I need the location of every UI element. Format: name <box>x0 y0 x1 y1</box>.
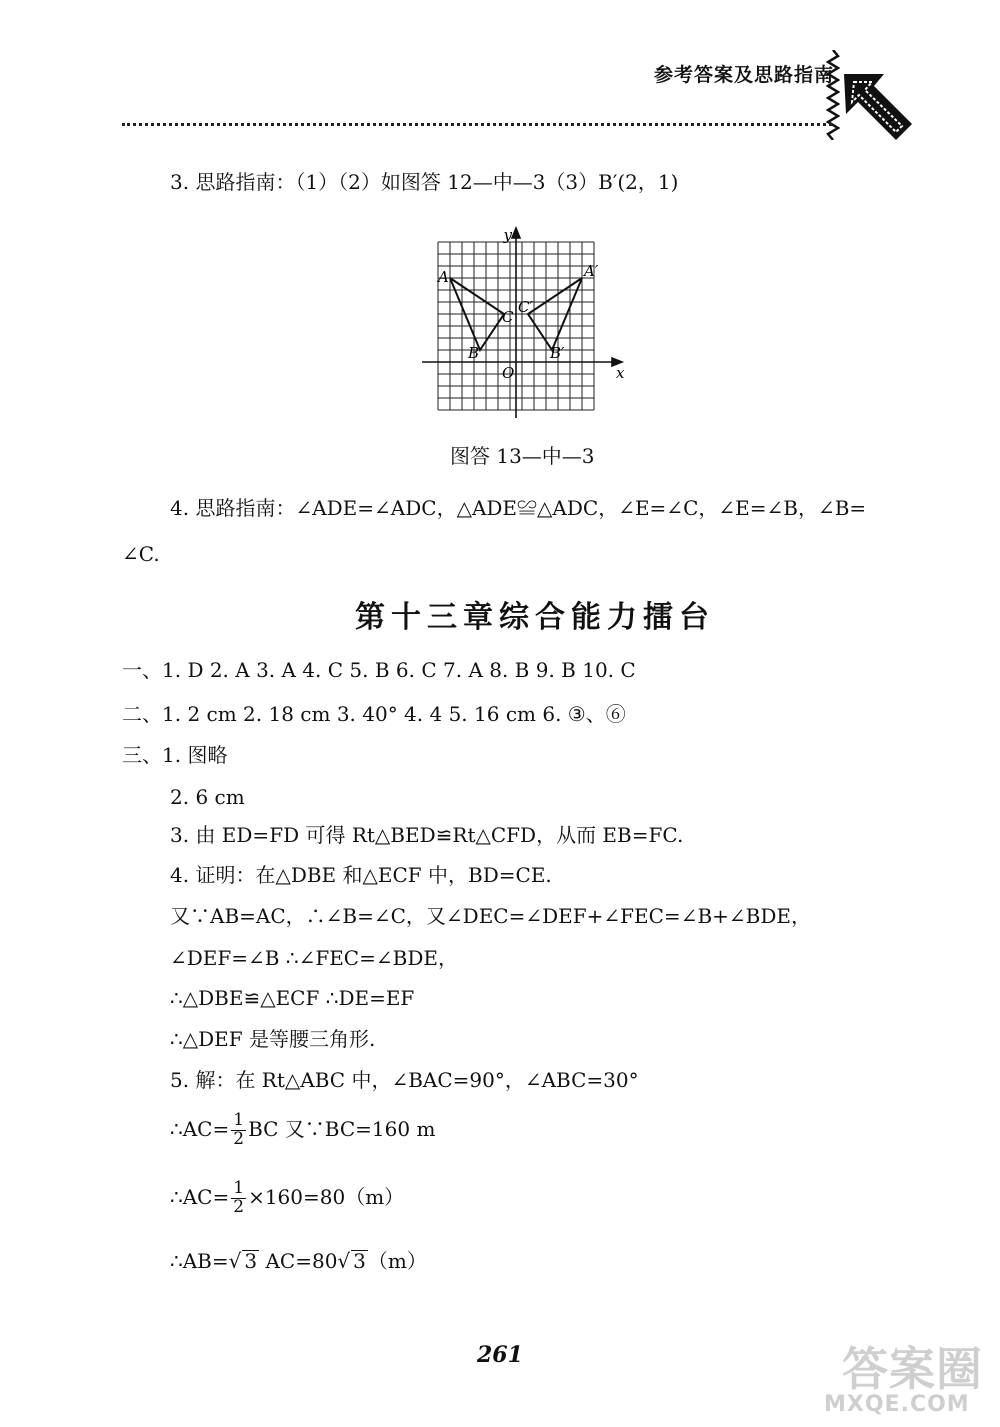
page-number: 261 <box>477 1342 523 1368</box>
line-10-prefix: ∴AC= <box>170 1116 230 1141</box>
answer-4-line-2: ∠C. <box>122 542 160 566</box>
part-3-line-7: ∴△DBE≌△ECF ∴DE=EF <box>170 986 415 1010</box>
answer-4-line-1: 4. 思路指南：∠ADE=∠ADC，△ADE≌△ADC，∠E=∠C，∠E=∠B，∠B= <box>170 496 867 520</box>
arrow-icon <box>840 70 918 148</box>
figure-caption: 图答 13—中—3 <box>450 444 595 468</box>
header-title: 参考答案及思路指南 <box>653 64 834 86</box>
fraction-denominator: 2 <box>233 1196 245 1217</box>
fraction-numerator: 1 <box>233 1178 245 1198</box>
point-a-prime-label: A′ <box>584 262 599 280</box>
line-12-suffix: （m） <box>367 1249 427 1273</box>
part-3-line-2: 2. 6 cm <box>170 785 245 809</box>
x-axis-label: x <box>616 364 625 382</box>
point-b-label: B <box>468 344 480 362</box>
fraction-numerator: 1 <box>233 1110 245 1130</box>
part-3-line-9: 5. 解：在 Rt△ABC 中，∠BAC=90°，∠ABC=30° <box>170 1068 639 1092</box>
radicand-1: 3 <box>244 1249 258 1273</box>
part-3-line-11 <box>170 1180 404 1217</box>
point-a-label: A <box>438 268 449 286</box>
wavy-divider-decoration <box>826 50 840 140</box>
part-3-line-6: ∠DEF=∠B ∴∠FEC=∠BDE， <box>170 946 458 970</box>
line-10-suffix: BC 又∵BC=160 m <box>248 1116 436 1141</box>
part-3-line-12 <box>170 1250 427 1271</box>
fraction-one-half <box>231 1112 246 1149</box>
answer-3: 3. 思路指南：（1）（2）如图答 12—中—3（3）B′(2，1) <box>170 170 679 194</box>
chapter-title: 第十三章综合能力擂台 <box>355 600 715 635</box>
y-axis-label: y <box>503 226 512 244</box>
line-12-prefix: ∴AB=√ <box>170 1249 242 1273</box>
line-12-middle: AC=80√ <box>259 1249 351 1273</box>
origin-label: O <box>502 364 515 382</box>
part-3-line-4: 4. 证明：在△DBE 和△ECF 中，BD=CE. <box>170 863 552 887</box>
fraction-denominator: 2 <box>233 1128 245 1149</box>
part-3-line-5: 又∵AB=AC，∴∠B=∠C，又∠DEC=∠DEF+∠FEC=∠B+∠BDE， <box>170 904 811 928</box>
radicand-2: 3 <box>353 1249 366 1273</box>
part-3-line-10 <box>170 1112 435 1149</box>
watermark-url: MXQE.COM <box>824 1392 970 1417</box>
line-11-suffix: ×160=80（m） <box>248 1184 405 1209</box>
part-2-answers: 二、1. 2 cm 2. 18 cm 3. 40° 4. 4 5. 16 cm 6. ③、⑥ <box>122 702 626 726</box>
coordinate-grid-figure <box>414 222 630 422</box>
watermark-logo: 答案圈 <box>842 1342 983 1396</box>
part-3-line-8: ∴△DEF 是等腰三角形. <box>170 1027 376 1051</box>
part-1-answers: 一、1. D 2. A 3. A 4. C 5. B 6. C 7. A 8. B 9. B 10. C <box>122 658 636 682</box>
header-dotted-rule <box>122 123 832 126</box>
part-3-line-1: 三、1. 图略 <box>122 743 228 767</box>
point-c-prime-label: C′ <box>518 298 533 316</box>
point-c-label: C <box>502 308 514 326</box>
point-b-prime-label: B′ <box>550 344 565 362</box>
part-3-line-3: 3. 由 ED=FD 可得 Rt△BED≌Rt△CFD，从而 EB=FC. <box>170 823 684 847</box>
fraction-one-half <box>231 1180 246 1217</box>
line-11-prefix: ∴AC= <box>170 1184 230 1209</box>
